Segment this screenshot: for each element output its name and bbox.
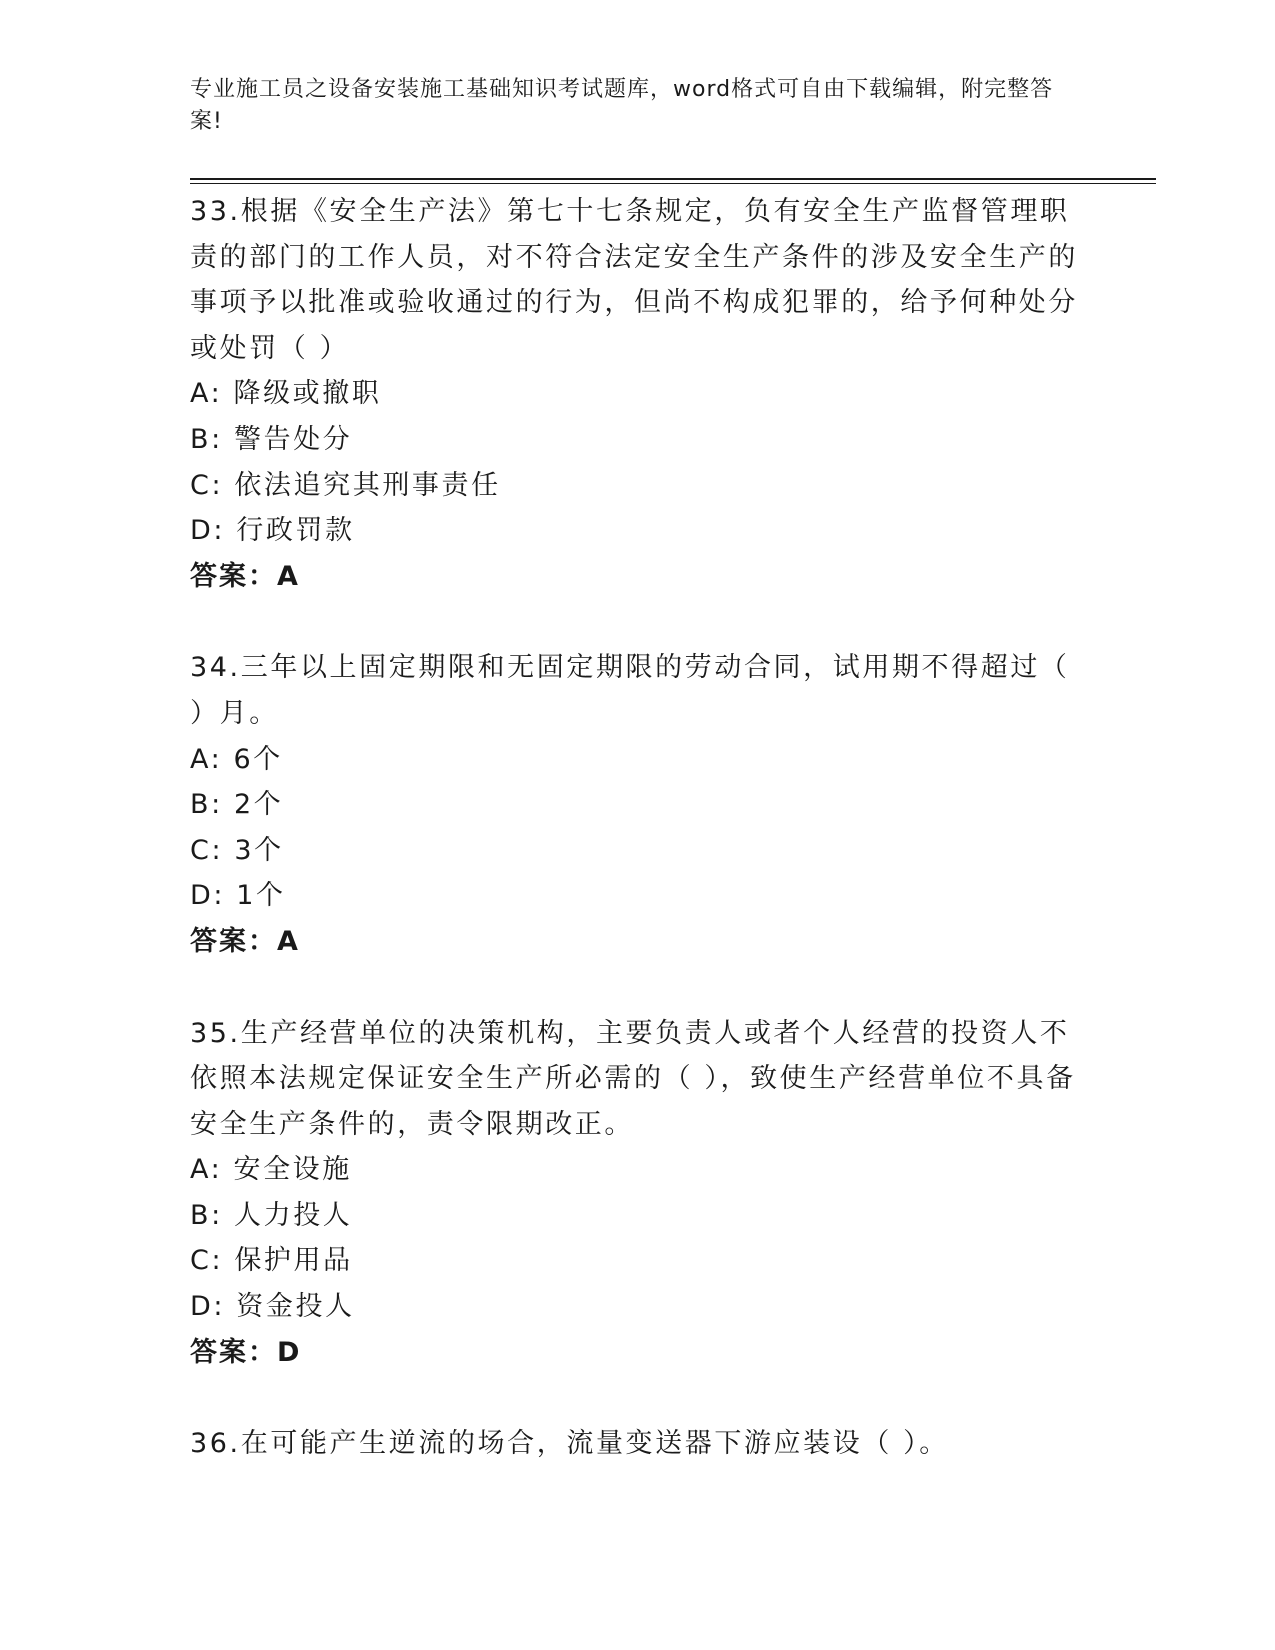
answer-line: 答案：A: [190, 925, 300, 957]
spacer: [190, 599, 1090, 645]
header-divider-thick: [190, 178, 1156, 180]
spacer: [190, 965, 1090, 1011]
question-stem: 36.在可能产生逆流的场合，流量变送器下游应装设（ ）。: [190, 1428, 949, 1460]
question-stem: 35.生产经营单位的决策机构，主要负责人或者个人经营的投资人不依照本法规定保证安全生产所必需的（ ），致使生产经营单位不具备安全生产条件的，责令限期改正。: [190, 1017, 1076, 1140]
option-a: A: 降级或撤职: [190, 378, 382, 410]
option-d: D: 1个: [190, 880, 286, 912]
document-header: 专业施工员之设备安装施工基础知识考试题库，word格式可自由下载编辑，附完整答案!: [190, 77, 1054, 134]
option-b: B: 2个: [190, 789, 284, 821]
spacer: [190, 1375, 1090, 1421]
option-c: C: 3个: [190, 834, 284, 866]
question-35: [190, 1011, 1090, 1376]
option-c: C: 依法追究其刑事责任: [190, 469, 501, 501]
question-34: [190, 645, 1090, 964]
option-d: D: 资金投人: [190, 1291, 355, 1323]
header-divider-thin: [190, 183, 1156, 184]
question-stem: 34.三年以上固定期限和无固定期限的劳动合同，试用期不得超过（ ）月。: [190, 652, 1070, 729]
question-33: [190, 189, 1090, 599]
question-list: [190, 189, 1090, 1467]
option-c: C: 保护用品: [190, 1245, 353, 1277]
question-36: [190, 1421, 1090, 1467]
option-d: D: 行政罚款: [190, 515, 355, 547]
option-a: A: 6个: [190, 743, 283, 775]
option-b: B: 警告处分: [190, 423, 353, 455]
question-stem: 33.根据《安全生产法》第七十七条规定，负有安全生产监督管理职责的部门的工作人员，对不符合法定安全生产条件的涉及安全生产的事项予以批准或验收通过的行为，但尚不构成犯罪的，给予何种处分或处罚（ ）: [190, 196, 1078, 364]
option-a: A: 安全设施: [190, 1154, 352, 1186]
option-b: B: 人力投人: [190, 1199, 353, 1231]
answer-line: 答案：A: [190, 560, 300, 592]
answer-line: 答案：D: [190, 1336, 302, 1368]
